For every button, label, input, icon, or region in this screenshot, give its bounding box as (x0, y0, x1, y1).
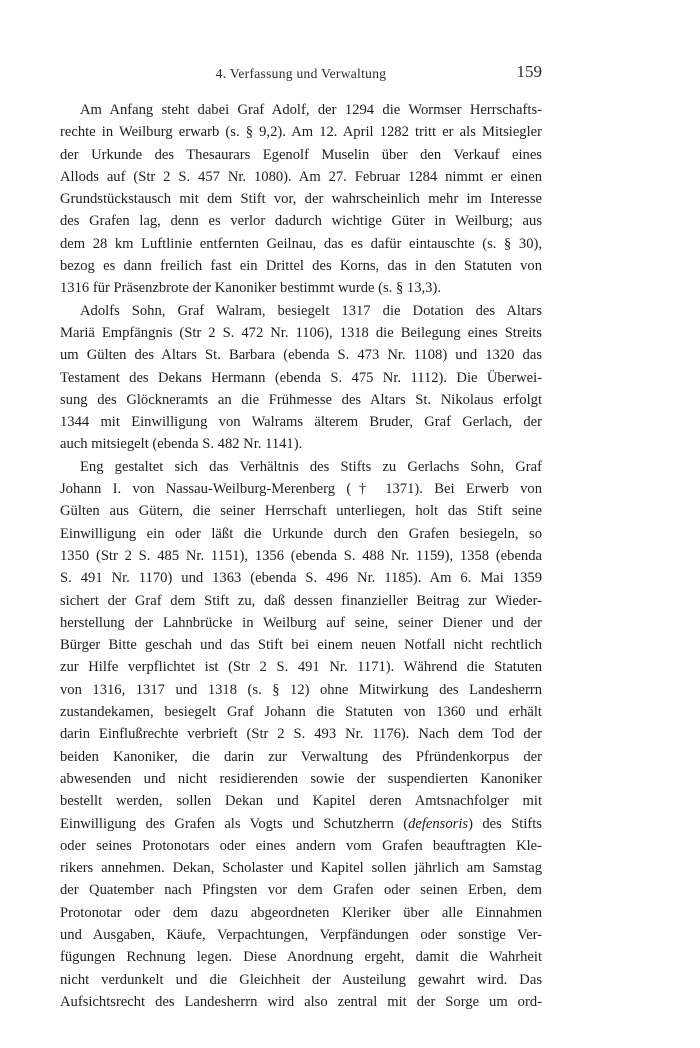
text-line: abwesenden und nicht residierenden sowie der suspendierten Kanoniker (60, 770, 542, 787)
running-title: 4. Verfassung und Verwaltung (215, 66, 387, 81)
text-line: bezog es dann freilich fast ein Drittel des Korns, das in den Statuten von (60, 258, 542, 275)
text-line: 1344 mit Einwilligung von Walrams älterem Bruder, Graf Gerlach, der (60, 414, 542, 431)
text-line: von 1316, 1317 und 1318 (s. § 12) ohne Mitwirkung des Landesherrn (60, 681, 542, 698)
text-line: Einwilligung ein oder läßt die Urkunde durch den Grafen besiegeln, so (60, 525, 542, 542)
text-line: oder seines Protonotars oder eines andern vom Grafen beauftragten Kle- (60, 837, 542, 854)
text-line: Eng gestaltet sich das Verhältnis des Stifts zu Gerlachs Sohn, Graf (80, 458, 542, 475)
text-line: um Gülten des Altars St. Barbara (ebenda S. 473 Nr. 1108) und 1320 das (60, 347, 542, 364)
text-line: 1350 (Str 2 S. 485 Nr. 1151), 1356 (ebenda S. 488 Nr. 1159), 1358 (ebenda (60, 547, 542, 564)
text-line: Aufsichtsrecht des Landesherrn wird also zentral mit der Sorge um ord- (60, 993, 542, 1010)
page-number: 159 (516, 62, 542, 81)
text-line: Mariä Empfängnis (Str 2 S. 472 Nr. 1106), 1318 die Beilegung eines Streits (60, 324, 542, 341)
body-text (60, 99, 542, 1013)
text-line: herstellung der Lahnbrücke in Weilburg auf seine, seiner Diener und der (60, 614, 542, 631)
text-line: beiden Kanoniker, die darin zur Verwaltung des Pfründenkorpus der (60, 748, 542, 765)
text-segment: Einwilligung des Grafen als Vogts und Schutzherrn ( (60, 815, 409, 832)
paragraph-1 (60, 99, 542, 300)
text-line: Johann I. von Nassau-Weilburg-Merenberg († 1371). Bei Erwerb von (60, 481, 542, 498)
text-line: Am Anfang steht dabei Graf Adolf, der 1294 die Wormser Herrschafts- (80, 102, 542, 118)
text-line: sichert der Graf dem Stift zu, daß dessen finanzieller Beitrag zur Wieder- (60, 592, 542, 609)
paragraph-2 (60, 300, 542, 456)
text-line: Testament des Dekans Hermann (ebenda S. 475 Nr. 1112). Die Überwei- (60, 369, 542, 386)
text-line: rikers annehmen. Dekan, Scholaster und Kapitel sollen jährlich am Samstag (60, 860, 542, 877)
text-line: rechte in Weilburg erwarb (s. § 9,2). Am 12. April 1282 tritt er als Mitsiegler (60, 124, 542, 141)
text-line: Grundstückstausch mit dem Stift vor, der wahrscheinlich mehr im Interesse (60, 191, 542, 208)
text-line: fügungen Rechnung legen. Diese Anordnung ergeht, damit die Wahrheit (60, 949, 542, 966)
running-header (60, 62, 542, 86)
paragraph-3 (60, 456, 542, 1013)
text-line: darin Einflußrechte verbrieft (Str 2 S. 493 Nr. 1176). Nach dem Tod der (60, 726, 542, 743)
text-segment: ) des Stifts (468, 815, 542, 832)
text-line: der Urkunde des Thesaurars Egenolf Muselin über den Verkauf eines (60, 146, 542, 163)
text-line: dem 28 km Luftlinie entfernten Geilnau, das es dafür eintauschte (s. § 30), (60, 235, 542, 252)
text-line: und Ausgaben, Käufe, Verpachtungen, Verpfändungen oder sonstige Ver- (60, 926, 542, 943)
text-line-with-italic (60, 813, 542, 835)
text-line: der Quatember nach Pfingsten vor dem Grafen oder seinen Erben, dem (60, 882, 542, 899)
text-line: Allods auf (Str 2 S. 457 Nr. 1080). Am 27. Februar 1284 nimmt er einen (60, 168, 542, 185)
text-line: S. 491 Nr. 1170) und 1363 (ebenda S. 496 Nr. 1185). Am 6. Mai 1359 (60, 570, 542, 587)
text-line: bestellt werden, sollen Dekan und Kapitel deren Amtsnachfolger mit (60, 793, 542, 810)
italic-term: defensoris (408, 815, 469, 832)
text-line: Gülten aus Gütern, die seiner Herrschaft unterliegen, holt das Stift seine (60, 503, 542, 520)
text-line: sung des Glöckneramts an die Frühmesse des Altars St. Nikolaus erfolgt (60, 391, 542, 408)
text-line: zustandekamen, besiegelt Graf Johann die Statuten von 1360 und erhält (60, 704, 542, 721)
text-line: nicht verdunkelt und die Gleichheit der Austeilung gewahrt wird. Das (60, 971, 542, 988)
text-line: zur Hilfe verpflichtet ist (Str 2 S. 491 Nr. 1171). Während die Statuten (60, 659, 542, 676)
text-line: des Grafen lag, denn es verlor dadurch wichtige Güter in Weilburg; aus (60, 213, 542, 230)
text-line: Adolfs Sohn, Graf Walram, besiegelt 1317 die Dotation des Altars (80, 302, 542, 319)
text-line: Bürger Bitte geschah und das Stift bei einem neuen Notfall nicht rechtlich (60, 637, 542, 654)
text-line: 1316 für Präsenzbrote der Kanoniker bestimmt wurde (s. § 13,3). (60, 280, 441, 297)
text-line: Protonotar oder dem dazu abgeordneten Kleriker über alle Einnahmen (60, 904, 542, 921)
text-line: auch mitsiegelt (ebenda S. 482 Nr. 1141). (60, 436, 303, 453)
